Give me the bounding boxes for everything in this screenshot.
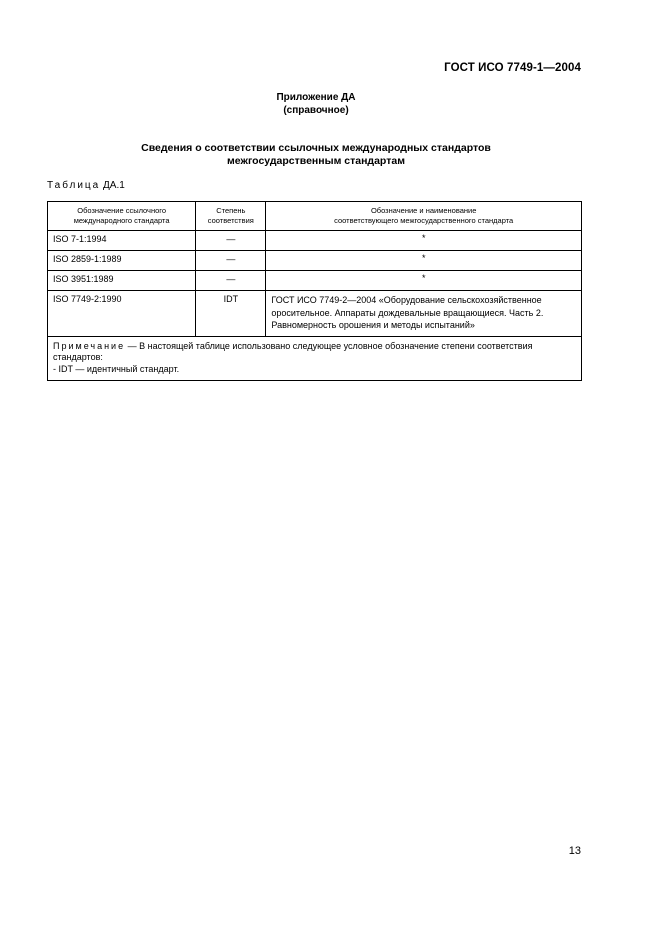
- header-col2-line1: Степень: [216, 206, 246, 215]
- cell-reference-code: ISO 7-1:1994: [48, 231, 196, 251]
- table-caption-number: ДА.1: [103, 180, 125, 191]
- note-label: Примечание: [53, 340, 126, 351]
- cell-reference-code: ISO 7749-2:1990: [48, 291, 196, 337]
- section-title: [0, 142, 632, 168]
- header-interstate-standard: [266, 202, 582, 231]
- note-item: - IDT — идентичный стандарт.: [53, 363, 180, 374]
- table-caption: [47, 180, 125, 191]
- header-col3-line2: соответствующего межгосударственного стандарта: [334, 216, 514, 225]
- cell-standard: ГОСТ ИСО 7749-2—2004 «Оборудование сельскохозяйственное оросительное. Аппараты дождевальные вращающиеся. Часть 2. Равномерность орошения и методы испытаний»: [266, 291, 582, 337]
- annex-title: Приложение ДА: [276, 92, 356, 103]
- header-col1-line1: Обозначение ссылочного: [77, 206, 167, 215]
- cell-degree: —: [196, 251, 266, 271]
- header-col1-line2: международного стандарта: [73, 216, 170, 225]
- table-row: [48, 291, 582, 337]
- table-row: [48, 251, 582, 271]
- annex-heading: [0, 91, 632, 117]
- note-text: [53, 341, 576, 364]
- table-note-row: [48, 336, 582, 381]
- cell-standard: *: [266, 271, 582, 291]
- table-row: [48, 231, 582, 251]
- cell-reference-code: ISO 2859-1:1989: [48, 251, 196, 271]
- section-title-line2: межгосударственным стандартам: [227, 155, 405, 167]
- cell-reference-code: ISO 3951:1989: [48, 271, 196, 291]
- table-header-row: [48, 202, 582, 231]
- table-caption-word: Таблица: [47, 180, 101, 191]
- cell-degree: —: [196, 271, 266, 291]
- cell-standard: *: [266, 251, 582, 271]
- header-col3-line1: Обозначение и наименование: [370, 206, 477, 215]
- table-row: [48, 271, 582, 291]
- document-code: ГОСТ ИСО 7749-1—2004: [444, 62, 581, 74]
- section-title-line1: Сведения о соответствии ссылочных международных стандартов: [141, 142, 491, 154]
- page-number: 13: [568, 845, 581, 857]
- cell-degree: IDT: [196, 291, 266, 337]
- header-reference-standard: [48, 202, 196, 231]
- cell-degree: —: [196, 231, 266, 251]
- header-col2-line2: соответствия: [207, 216, 254, 225]
- note-body: — В настоящей таблице использовано следующее условное обозначение степени соответствия стандартов:: [53, 340, 533, 362]
- table-note: [48, 336, 582, 381]
- correspondence-table: [47, 201, 582, 381]
- cell-standard: *: [266, 231, 582, 251]
- annex-subtitle: (справочное): [283, 105, 349, 116]
- header-degree: [196, 202, 266, 231]
